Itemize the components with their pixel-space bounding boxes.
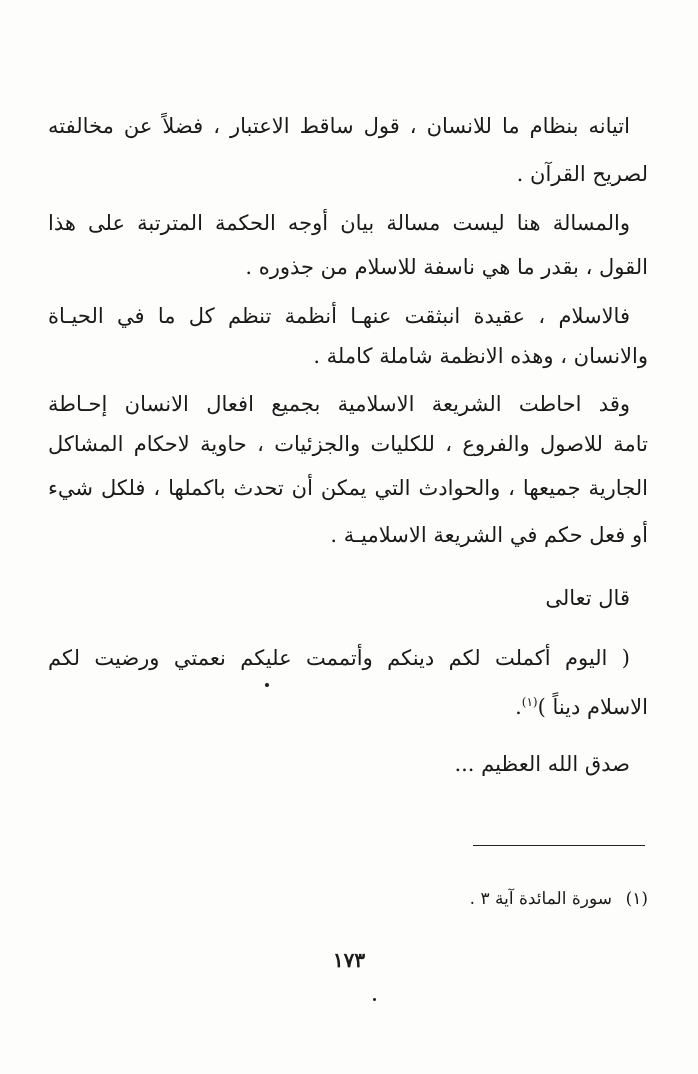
text-line-5: فالاسلام ، عقيدة انبثقت عنهـا أنظمة تنظم كل ما في الحيـاة [48, 304, 630, 328]
verse-line-1: ( اليوم أكملت لكم دينكم وأتممت عليكم نعمتي ورضيت لكم [48, 646, 630, 670]
text-line-2: لصريح القرآن . [516, 162, 648, 186]
verse-intro: قال تعالى [545, 586, 630, 610]
text-line-8: تامة للاصول والفروع ، للكليات والجزئيات ، حاوية لاحكام المشاكل [48, 432, 648, 456]
footnote-reference: (١) [521, 695, 538, 709]
text-line-7: وقد احاطت الشريعة الاسلامية بجميع افعال الانسان إحـاطة [48, 392, 630, 416]
ink-speck [373, 998, 376, 1001]
ink-speck [265, 683, 269, 687]
closing-phrase: صدق الله العظيم ... [454, 752, 630, 776]
footnote-text: سورة المائدة آية ٣ . [469, 889, 612, 909]
verse-end-mark: . [515, 695, 522, 719]
text-line-3: والمسالة هنا ليست مسالة بيان أوجه الحكمة المترتبة على هذا [48, 211, 630, 235]
text-line-9: الجارية جميعها ، والحوادث التي يمكن أن تحدث باكملها ، فلكل شيء [48, 476, 648, 500]
footnote-separator [473, 845, 645, 846]
text-line-1: اتيانه بنظام ما للانسان ، قول ساقط الاعتبار ، فضلاً عن مخالفته [48, 114, 630, 138]
footnote-number: (١) [625, 889, 648, 909]
text-line-4: القول ، بقدر ما هي ناسفة للاسلام من جذوره . [245, 255, 648, 279]
verse-line-2 [48, 682, 648, 722]
text-line-10: أو فعل حكم في الشريعة الاسلاميـة . [330, 523, 648, 547]
page-number: ١٧٣ [332, 948, 366, 972]
text-line-6: والانسان ، وهذه الانظمة شاملة كاملة . [313, 344, 648, 368]
verse-line-2-text: الاسلام ديناً ) [537, 695, 648, 719]
